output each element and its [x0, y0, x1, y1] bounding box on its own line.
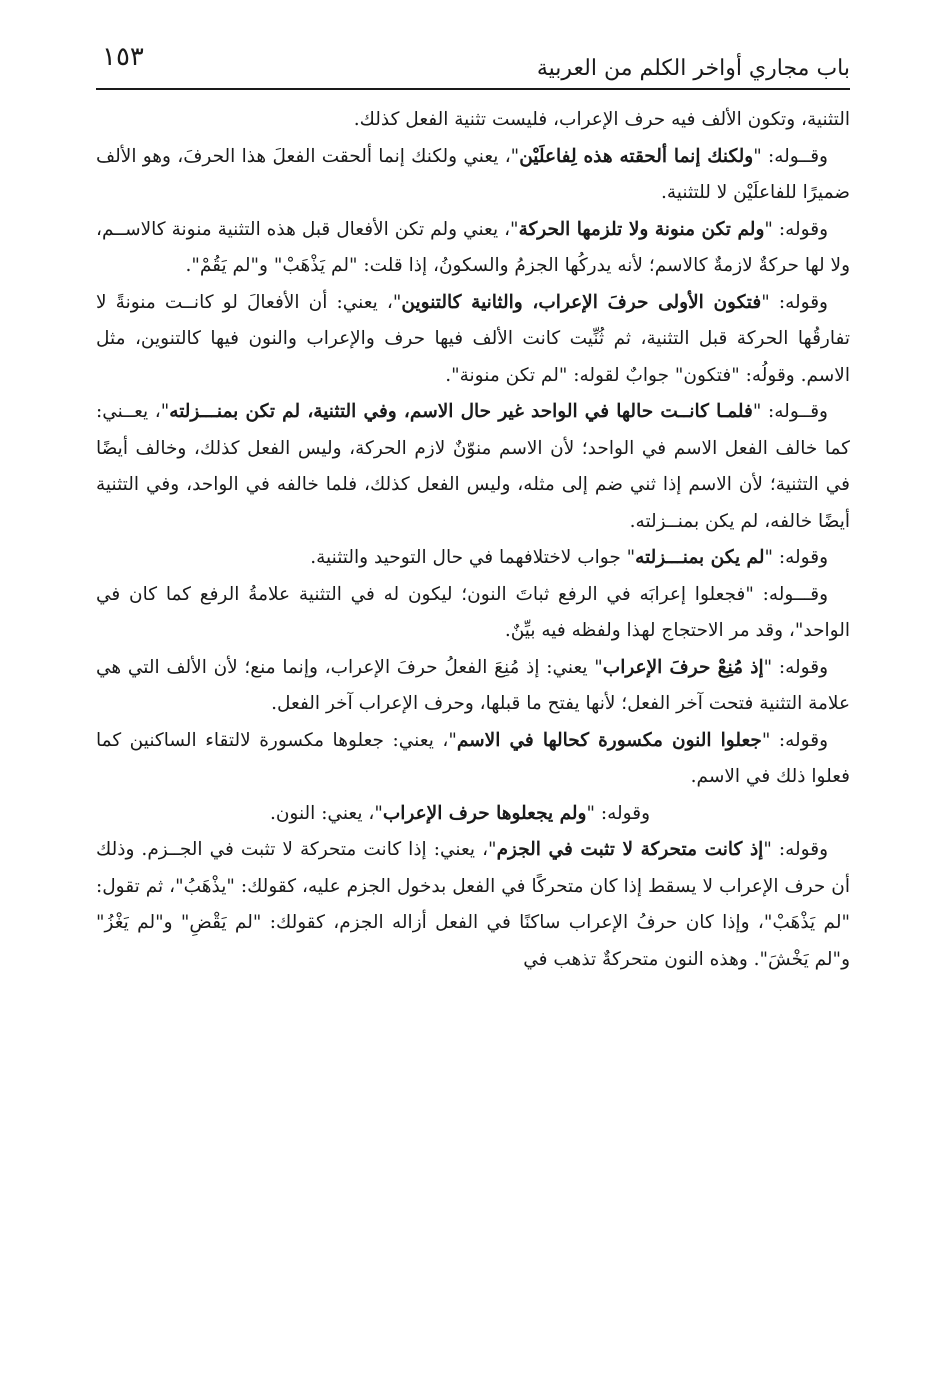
- commentary-text: وقوله: ": [764, 547, 828, 568]
- commentary-text: التثنية، وتكون الألف فيه حرف الإعراب، فليست تثنية الفعل كذلك.: [353, 109, 850, 130]
- page-body: [96, 102, 850, 978]
- commentary-text: وقوله: ": [761, 291, 828, 313]
- paragraph: [96, 394, 850, 540]
- paragraph: [96, 796, 850, 833]
- commentary-text: " يعني: إذ مُنِعَ الفعلُ حرفَ الإعراب، وإنما منع؛ لأن الألف التي هي علامة التثنية فتحت آخر الفعل؛ لأنها يفتح ما قبلها، وحرف الإعراب آخر الفعل.: [96, 656, 850, 714]
- commentary-text: وقوله: ": [761, 729, 829, 751]
- commentary-text: " جواب لاختلافهما في حال التوحيد والتثنية.: [310, 547, 636, 568]
- commentary-text: "، يعني: النون.: [269, 802, 383, 824]
- commentary-text: وقــوله: ": [752, 401, 828, 422]
- quoted-text: ولم تكن منونة ولا تلزمها الحركة: [518, 218, 765, 240]
- running-head: باب مجاري أواخر الكلم من العربية: [536, 56, 850, 81]
- quoted-text: إذ مُنِعْ حرفَ الإعراب: [602, 656, 764, 678]
- quoted-text: جعلوا النون مكسورة كحالها في الاسم: [456, 729, 762, 751]
- paragraph: [96, 139, 850, 212]
- paragraph: [96, 832, 850, 978]
- quoted-text: لم يكن بمنـــزلته: [635, 547, 765, 568]
- commentary-text: "، يعني: إذا كانت متحركة لا تثبت في الجــزم. وذلك أن حرف الإعراب لا يسقط إذا كان متحركًا في الفعل بدخول الجزم عليه، كقولك: "يذْهَبُ"، ثم تقول: "لم يَذْهَبْ"، وإذا كان حرفُ الإعراب ساكنًا في الفعل أزاله الجزم، كقولك: "لم يَقْضِ" و"لم يَغْزُ" و"لم يَخْشَ". وهذه النون متحركةٌ تذهب في: [96, 839, 850, 970]
- paragraph: [96, 285, 850, 395]
- commentary-text: "، يعني ولكنك إنما ألحقت الفعلَ هذا الحرفَ، وهو الألف ضميرًا للفاعلَيْن لا للتثنية.: [96, 145, 850, 203]
- commentary-text: وقـــوله: "فجعلوا إعرابَه في الرفع ثباتَ النون؛ ليكون له في التثنية علامةُ الرفع كما كان في الواحد"، وقد مر الاحتجاج لهذا ولفظه فيه بيِّنٌ.: [96, 583, 850, 641]
- commentary-text: وقوله: ": [764, 218, 828, 240]
- paragraph: [96, 212, 850, 285]
- quoted-text: إذ كانت متحركة لا تثبت في الجزم: [496, 839, 764, 860]
- commentary-text: "، يعني: أن الأفعالَ لو كانــت منونةً لا تفارقُها الحركة قبل التثنية، ثم ثُنِّيت كانت الألف فيها حرف والإعراب والنون فيها كالتنوين، مثل الاسم. وقولُه: "فتكون" جوابٌ لقوله: "لم تكن منونة".: [96, 291, 850, 386]
- commentary-text: "، يعــني: كما خالف الفعل الاسم في الواحد؛ لأن الاسم منوّنٌ لازم الحركة، وليس الفعل كذلك، وخالف أيضًا في التثنية؛ لأن الاسم إذا ثني ضم إلى مثله، وليس الفعل كذلك، فلما خالفه في الواحد، وفي التثنية أيضًا خالفه، لم يكن بمنــزلته.: [96, 401, 850, 532]
- page-number: ١٥٣: [102, 42, 144, 72]
- page-header: [96, 38, 850, 90]
- commentary-text: وقوله: ": [763, 656, 829, 678]
- paragraph: [96, 102, 850, 139]
- paragraph: [96, 577, 850, 650]
- commentary-text: "، يعني ولم تكن الأفعال قبل هذه التثنية منونة كالاســم، ولا لها حركةٌ لازمةٌ كالاسم؛ لأنه يدركُها الجزمُ والسكونُ، إذا قلت: "لم يَذْهَبْ" و"لم يَقُمْ".: [96, 218, 850, 276]
- quoted-text: فلمـا كانــت حالها في الواحد غير حال الاسم، وفي التثنية، لم تكن بمنـــزلته: [169, 401, 753, 422]
- commentary-text: وقوله: ": [586, 802, 650, 824]
- commentary-text: وقوله: ": [763, 839, 828, 860]
- paragraph: [96, 723, 850, 796]
- quoted-text: ولكنك إنما ألحقته هذه لِفاعلَيْن: [519, 145, 754, 167]
- quoted-text: فتكون الأولى حرفَ الإعراب، والثانية كالتنوين: [401, 291, 762, 313]
- paragraph: [96, 540, 850, 577]
- commentary-text: وقــوله: ": [753, 145, 828, 167]
- commentary-text: "، يعني: جعلوها مكسورة لالتقاء الساكنين كما فعلوا ذلك في الاسم.: [96, 729, 850, 787]
- paragraph: [96, 650, 850, 723]
- quoted-text: ولم يجعلوها حرف الإعراب: [382, 802, 587, 824]
